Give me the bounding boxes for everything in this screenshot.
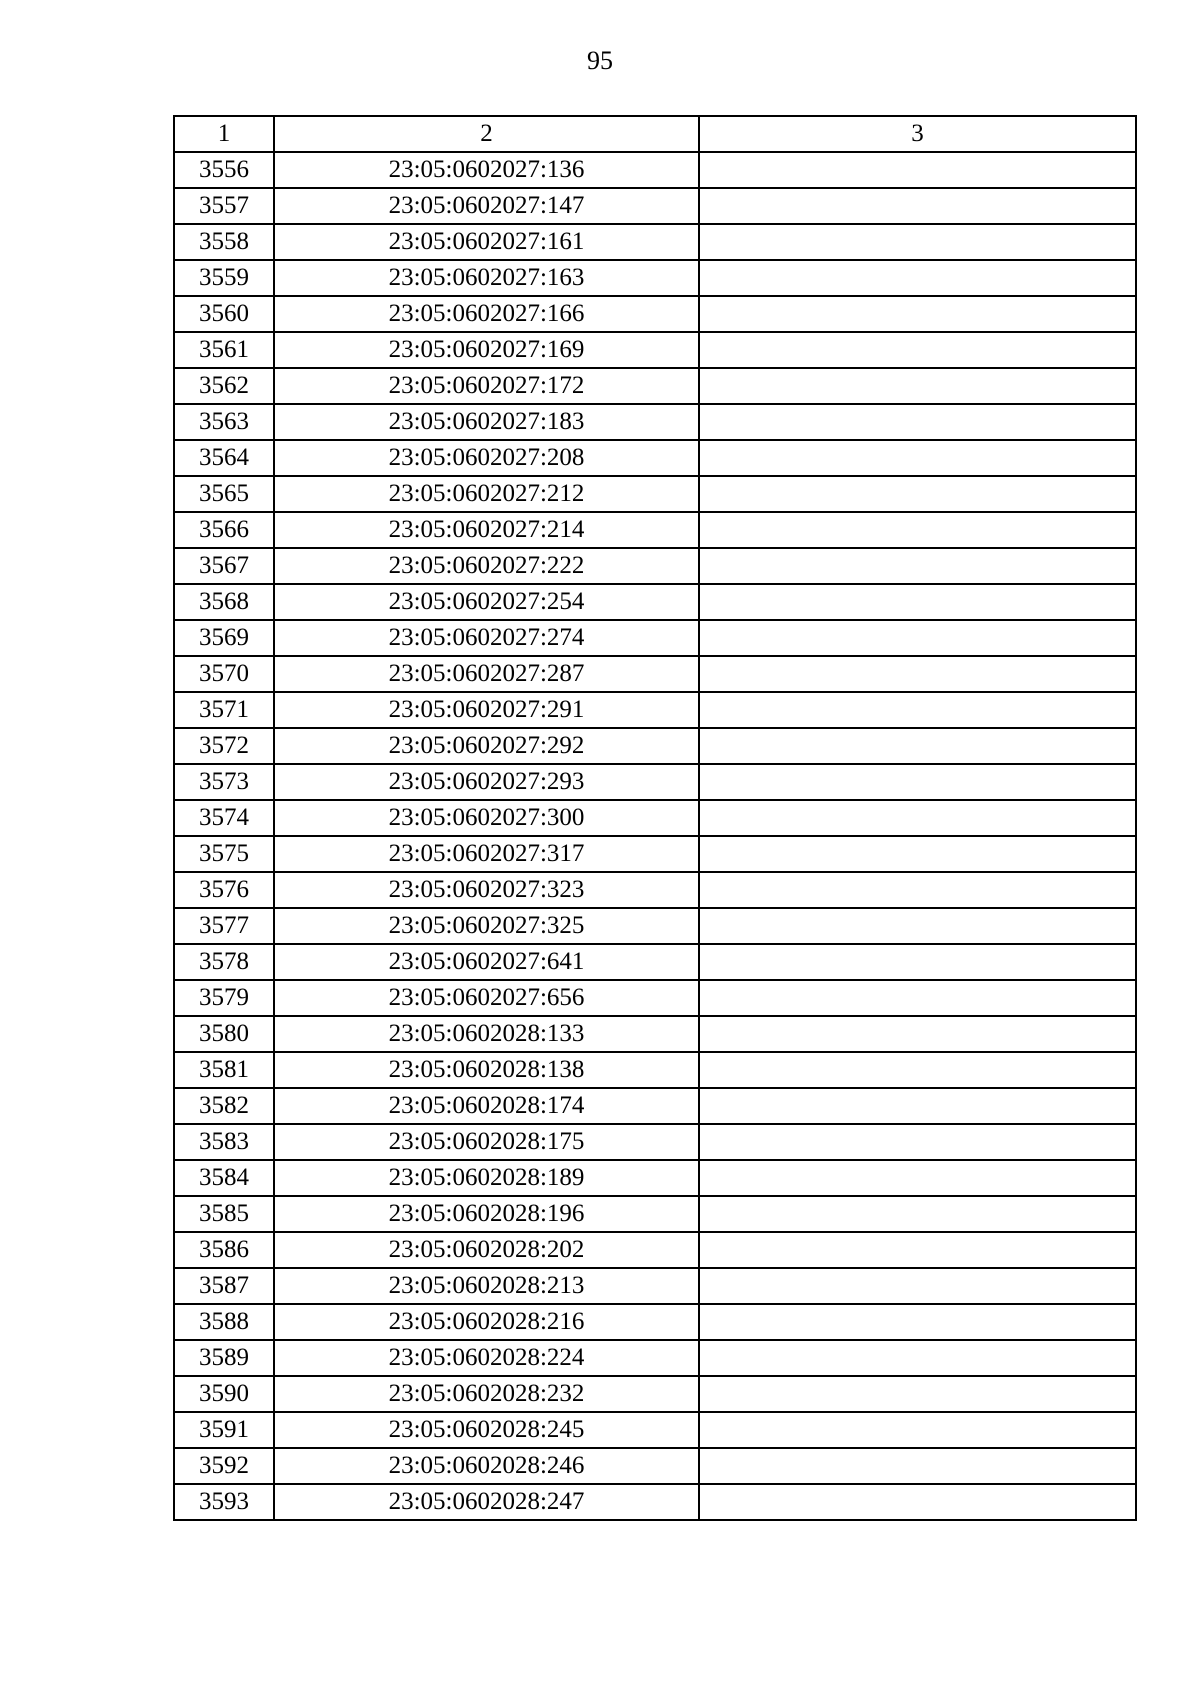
note-cell xyxy=(699,1304,1136,1340)
cadastral-number-cell: 23:05:0602027:293 xyxy=(274,764,699,800)
cadastral-number-cell: 23:05:0602027:656 xyxy=(274,980,699,1016)
note-cell xyxy=(699,404,1136,440)
table-row xyxy=(174,1088,1136,1124)
row-number-cell: 3560 xyxy=(174,296,274,332)
row-number-cell: 3557 xyxy=(174,188,274,224)
table-row xyxy=(174,260,1136,296)
row-number-cell: 3586 xyxy=(174,1232,274,1268)
cadastral-number-cell: 23:05:0602027:287 xyxy=(274,656,699,692)
table-row xyxy=(174,440,1136,476)
note-cell xyxy=(699,1196,1136,1232)
note-cell xyxy=(699,332,1136,368)
cadastral-number-cell: 23:05:0602027:208 xyxy=(274,440,699,476)
row-number-cell: 3569 xyxy=(174,620,274,656)
table-header-row xyxy=(174,116,1136,152)
cadastral-number-cell: 23:05:0602028:247 xyxy=(274,1484,699,1520)
table-row xyxy=(174,1484,1136,1520)
table-row xyxy=(174,224,1136,260)
row-number-cell: 3559 xyxy=(174,260,274,296)
cadastral-number-cell: 23:05:0602027:161 xyxy=(274,224,699,260)
table-row xyxy=(174,1376,1136,1412)
table-row xyxy=(174,476,1136,512)
table-row xyxy=(174,1268,1136,1304)
note-cell xyxy=(699,1160,1136,1196)
row-number-cell: 3593 xyxy=(174,1484,274,1520)
cadastral-number-cell: 23:05:0602027:212 xyxy=(274,476,699,512)
note-cell xyxy=(699,476,1136,512)
row-number-cell: 3564 xyxy=(174,440,274,476)
note-cell xyxy=(699,1376,1136,1412)
note-cell xyxy=(699,980,1136,1016)
note-cell xyxy=(699,1088,1136,1124)
cadastral-number-cell: 23:05:0602028:133 xyxy=(274,1016,699,1052)
cadastral-number-cell: 23:05:0602027:222 xyxy=(274,548,699,584)
note-cell xyxy=(699,836,1136,872)
note-cell xyxy=(699,440,1136,476)
column-header-1: 1 xyxy=(174,116,274,152)
cadastral-number-cell: 23:05:0602027:323 xyxy=(274,872,699,908)
note-cell xyxy=(699,260,1136,296)
row-number-cell: 3566 xyxy=(174,512,274,548)
cadastral-number-cell: 23:05:0602027:274 xyxy=(274,620,699,656)
note-cell xyxy=(699,1052,1136,1088)
table-row xyxy=(174,296,1136,332)
row-number-cell: 3592 xyxy=(174,1448,274,1484)
table-row xyxy=(174,872,1136,908)
row-number-cell: 3582 xyxy=(174,1088,274,1124)
row-number-cell: 3575 xyxy=(174,836,274,872)
cadastral-number-cell: 23:05:0602027:214 xyxy=(274,512,699,548)
table-row xyxy=(174,1124,1136,1160)
row-number-cell: 3562 xyxy=(174,368,274,404)
cadastral-number-cell: 23:05:0602027:325 xyxy=(274,908,699,944)
note-cell xyxy=(699,728,1136,764)
cadastral-number-cell: 23:05:0602027:300 xyxy=(274,800,699,836)
table-row xyxy=(174,152,1136,188)
note-cell xyxy=(699,764,1136,800)
row-number-cell: 3577 xyxy=(174,908,274,944)
cadastral-number-cell: 23:05:0602028:232 xyxy=(274,1376,699,1412)
table-row xyxy=(174,548,1136,584)
cadastral-number-cell: 23:05:0602027:147 xyxy=(274,188,699,224)
cadastral-number-cell: 23:05:0602027:169 xyxy=(274,332,699,368)
cadastral-number-cell: 23:05:0602028:175 xyxy=(274,1124,699,1160)
row-number-cell: 3576 xyxy=(174,872,274,908)
table-row xyxy=(174,1340,1136,1376)
cadastral-number-cell: 23:05:0602027:172 xyxy=(274,368,699,404)
row-number-cell: 3563 xyxy=(174,404,274,440)
cadastral-number-cell: 23:05:0602027:317 xyxy=(274,836,699,872)
note-cell xyxy=(699,1268,1136,1304)
note-cell xyxy=(699,1124,1136,1160)
cadastral-number-cell: 23:05:0602028:246 xyxy=(274,1448,699,1484)
table-row xyxy=(174,728,1136,764)
note-cell xyxy=(699,368,1136,404)
row-number-cell: 3587 xyxy=(174,1268,274,1304)
note-cell xyxy=(699,872,1136,908)
note-cell xyxy=(699,1484,1136,1520)
table-row xyxy=(174,1448,1136,1484)
cadastral-number-cell: 23:05:0602027:291 xyxy=(274,692,699,728)
note-cell xyxy=(699,512,1136,548)
page-number: 95 xyxy=(587,46,613,75)
cadastral-number-cell: 23:05:0602027:183 xyxy=(274,404,699,440)
row-number-cell: 3591 xyxy=(174,1412,274,1448)
table-row xyxy=(174,1016,1136,1052)
note-cell xyxy=(699,1232,1136,1268)
row-number-cell: 3571 xyxy=(174,692,274,728)
note-cell xyxy=(699,224,1136,260)
table-row xyxy=(174,620,1136,656)
cadastral-number-cell: 23:05:0602028:202 xyxy=(274,1232,699,1268)
note-cell xyxy=(699,1412,1136,1448)
row-number-cell: 3583 xyxy=(174,1124,274,1160)
row-number-cell: 3572 xyxy=(174,728,274,764)
note-cell xyxy=(699,1448,1136,1484)
row-number-cell: 3588 xyxy=(174,1304,274,1340)
note-cell xyxy=(699,908,1136,944)
row-number-cell: 3578 xyxy=(174,944,274,980)
cadastral-number-cell: 23:05:0602027:292 xyxy=(274,728,699,764)
note-cell xyxy=(699,656,1136,692)
table-row xyxy=(174,1232,1136,1268)
row-number-cell: 3574 xyxy=(174,800,274,836)
table-row xyxy=(174,1196,1136,1232)
row-number-cell: 3589 xyxy=(174,1340,274,1376)
table-row xyxy=(174,944,1136,980)
table-row xyxy=(174,980,1136,1016)
cadastral-number-cell: 23:05:0602028:213 xyxy=(274,1268,699,1304)
note-cell xyxy=(699,692,1136,728)
cadastral-number-cell: 23:05:0602028:174 xyxy=(274,1088,699,1124)
table-row xyxy=(174,1304,1136,1340)
table-row xyxy=(174,764,1136,800)
row-number-cell: 3580 xyxy=(174,1016,274,1052)
note-cell xyxy=(699,296,1136,332)
note-cell xyxy=(699,548,1136,584)
row-number-cell: 3579 xyxy=(174,980,274,1016)
table-row xyxy=(174,836,1136,872)
row-number-cell: 3568 xyxy=(174,584,274,620)
cadastral-number-cell: 23:05:0602027:166 xyxy=(274,296,699,332)
note-cell xyxy=(699,1016,1136,1052)
row-number-cell: 3584 xyxy=(174,1160,274,1196)
table-row xyxy=(174,404,1136,440)
cadastral-number-cell: 23:05:0602027:254 xyxy=(274,584,699,620)
table-row xyxy=(174,188,1136,224)
row-number-cell: 3581 xyxy=(174,1052,274,1088)
table-body xyxy=(174,116,1136,1520)
table-row xyxy=(174,692,1136,728)
column-header-3: 3 xyxy=(699,116,1136,152)
table-row xyxy=(174,512,1136,548)
note-cell xyxy=(699,620,1136,656)
row-number-cell: 3570 xyxy=(174,656,274,692)
table-row xyxy=(174,1160,1136,1196)
row-number-cell: 3565 xyxy=(174,476,274,512)
cadastral-number-cell: 23:05:0602028:224 xyxy=(274,1340,699,1376)
row-number-cell: 3590 xyxy=(174,1376,274,1412)
table-row xyxy=(174,584,1136,620)
note-cell xyxy=(699,800,1136,836)
note-cell xyxy=(699,188,1136,224)
table-row xyxy=(174,1052,1136,1088)
table-row xyxy=(174,908,1136,944)
row-number-cell: 3573 xyxy=(174,764,274,800)
note-cell xyxy=(699,584,1136,620)
row-number-cell: 3556 xyxy=(174,152,274,188)
column-header-2: 2 xyxy=(274,116,699,152)
cadastral-number-cell: 23:05:0602027:163 xyxy=(274,260,699,296)
cadastral-number-cell: 23:05:0602028:216 xyxy=(274,1304,699,1340)
cadastral-number-cell: 23:05:0602027:641 xyxy=(274,944,699,980)
cadastral-number-cell: 23:05:0602027:136 xyxy=(274,152,699,188)
cadastral-number-cell: 23:05:0602028:138 xyxy=(274,1052,699,1088)
row-number-cell: 3585 xyxy=(174,1196,274,1232)
table-row xyxy=(174,656,1136,692)
note-cell xyxy=(699,152,1136,188)
table-row xyxy=(174,368,1136,404)
row-number-cell: 3561 xyxy=(174,332,274,368)
table-row xyxy=(174,332,1136,368)
cadastral-number-cell: 23:05:0602028:196 xyxy=(274,1196,699,1232)
cadastral-table xyxy=(173,115,1137,1521)
table-row xyxy=(174,800,1136,836)
note-cell xyxy=(699,1340,1136,1376)
row-number-cell: 3567 xyxy=(174,548,274,584)
cadastral-number-cell: 23:05:0602028:245 xyxy=(274,1412,699,1448)
cadastral-number-cell: 23:05:0602028:189 xyxy=(274,1160,699,1196)
table-row xyxy=(174,1412,1136,1448)
row-number-cell: 3558 xyxy=(174,224,274,260)
note-cell xyxy=(699,944,1136,980)
